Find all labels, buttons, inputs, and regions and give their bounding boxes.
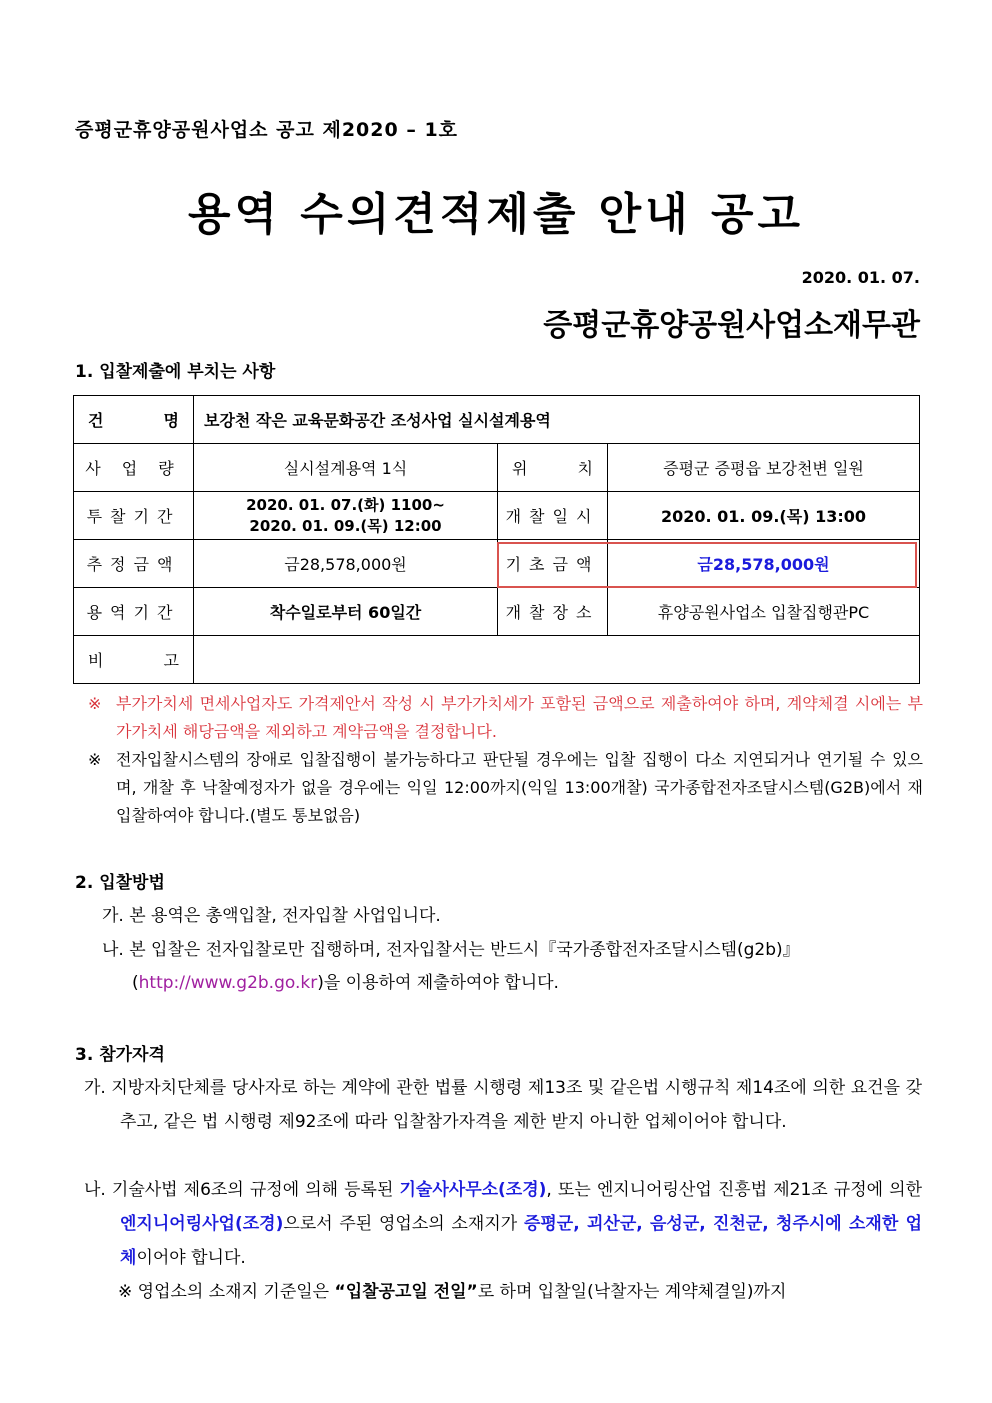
location-note-part3: 로 하며 입찰일(낙찰자는 계약체결일)까지	[477, 1282, 787, 1302]
table-row	[74, 444, 920, 492]
bid-method-item-b: 나. 본 입찰은 전자입찰로만 집행하며, 전자입찰서는 반드시『국가종합전자조달시스템(g2b)』	[102, 940, 800, 960]
system-failure-note-text: 전자입찰시스템의 장애로 입찰집행이 불가능하다고 판단될 경우에는 입찰 집행이 다소 지연되거나 연기될 수 있으며, 개찰 후 낙찰예정자가 없을 경우에는 익일 12:00까지(익일 13:00개찰) 국가종합전자조달시스템(G2B)에서 재입찰하여야 합니다.(별도 통보없음)	[116, 750, 923, 825]
eligibility-b-engineering: 엔지니어링사업(조경)	[120, 1214, 284, 1234]
name-value: 보강천 작은 교육문화공간 조성사업 실시설계용역	[194, 396, 920, 444]
notice-number: 증평군휴양공원사업소 공고 제2020 – 1호	[75, 119, 459, 141]
remarks-label: 비 고	[74, 636, 194, 684]
issuer-name: 증평군휴양공원사업소재무관	[543, 308, 920, 343]
duration-value: 착수일로부터 60일간	[194, 588, 498, 636]
location-note-bold: “입찰공고일 전일”	[334, 1282, 478, 1302]
bid-method-item-a: 가. 본 용역은 총액입찰, 전자입찰 사업입니다.	[102, 906, 441, 926]
duration-label: 용역기간	[74, 588, 194, 636]
base-price-value: 금28,578,000원	[608, 540, 920, 588]
name-label: 건 명	[74, 396, 194, 444]
eligibility-b-part7: 이어야 합니다.	[136, 1248, 246, 1268]
system-failure-note	[88, 746, 923, 830]
note-mark: ※	[88, 694, 102, 713]
bid-period-end: 2020. 01. 09.(목) 12:00	[249, 516, 442, 535]
vat-note	[88, 690, 923, 746]
paren-open: (	[132, 973, 139, 993]
bid-method-item-b-rest: )을 이용하여 제출하여야 합니다.	[317, 973, 559, 993]
eligibility-b-part3: , 또는 엔지니어링산업 진흥법 제21조 규정에 의한	[546, 1180, 922, 1200]
table-row	[74, 636, 920, 684]
bid-period-value	[194, 492, 498, 540]
section1-heading: 1. 입찰제출에 부치는 사항	[75, 362, 276, 382]
eligibility-item-b	[84, 1173, 922, 1275]
base-price-label: 기초금액	[498, 540, 608, 588]
eligibility-b-part1: 나. 기술사법 제6조의 규정에 의해 등록된	[84, 1180, 400, 1200]
opening-place-label: 개찰장소	[498, 588, 608, 636]
table-row	[74, 396, 920, 444]
eligibility-item-a: 가. 지방자치단체를 당사자로 하는 계약에 관한 법률 시행령 제13조 및 같은법 시행규칙 제14조에 의한 요건을 갖추고, 같은 법 시행령 제92조에 따라 입찰참가자격을 제한 받지 아니한 업체이어야 합니다.	[84, 1078, 922, 1132]
g2b-link[interactable]: http://www.g2b.go.kr	[138, 973, 318, 993]
estimated-price-label: 추정금액	[74, 540, 194, 588]
location-note-part1: ※ 영업소의 소재지 기준일은	[118, 1282, 335, 1302]
base-price-highlight	[497, 542, 917, 588]
note-mark: ※	[88, 750, 102, 769]
eligibility-b-regions: 증평군, 괴산군, 음성군, 진천군, 청주시에 소재한 업체	[120, 1214, 922, 1268]
bid-info-table	[73, 395, 920, 684]
location-label: 위 치	[498, 444, 608, 492]
opening-date-value: 2020. 01. 09.(목) 13:00	[608, 492, 920, 540]
opening-date-label: 개찰일시	[498, 492, 608, 540]
quantity-value: 실시설계용역 1식	[194, 444, 498, 492]
remarks-value	[194, 636, 920, 684]
eligibility-b-part5: 으로서 주된 영업소의 소재지가	[283, 1214, 524, 1234]
bid-period-start: 2020. 01. 07.(화) 1100~	[246, 495, 445, 514]
table-row	[74, 588, 920, 636]
eligibility-b-office: 기술사사무소(조경)	[399, 1180, 547, 1200]
quantity-label: 사 업 량	[74, 444, 194, 492]
section2-heading: 2. 입찰방법	[75, 873, 165, 893]
page-title: 용역 수의견적제출 안내 공고	[187, 189, 804, 240]
bid-method-item-b-cont	[132, 966, 922, 1000]
opening-place-value: 휴양공원사업소 입찰집행관PC	[608, 588, 920, 636]
vat-note-text: 부가가치세 면세사업자도 가격제안서 작성 시 부가가치세가 포함된 금액으로 제출하여야 하며, 계약체결 시에는 부가가치세 해당금액을 제외하고 계약금액을 결정합니다.	[116, 694, 923, 741]
section3-heading: 3. 참가자격	[75, 1045, 165, 1065]
bid-period-label: 투찰기간	[74, 492, 194, 540]
location-value: 증평군 증평읍 보강천변 일원	[608, 444, 920, 492]
notice-date: 2020. 01. 07.	[801, 268, 920, 287]
table-row	[74, 492, 920, 540]
estimated-price-value: 금28,578,000원	[194, 540, 498, 588]
location-basis-note	[118, 1275, 922, 1309]
